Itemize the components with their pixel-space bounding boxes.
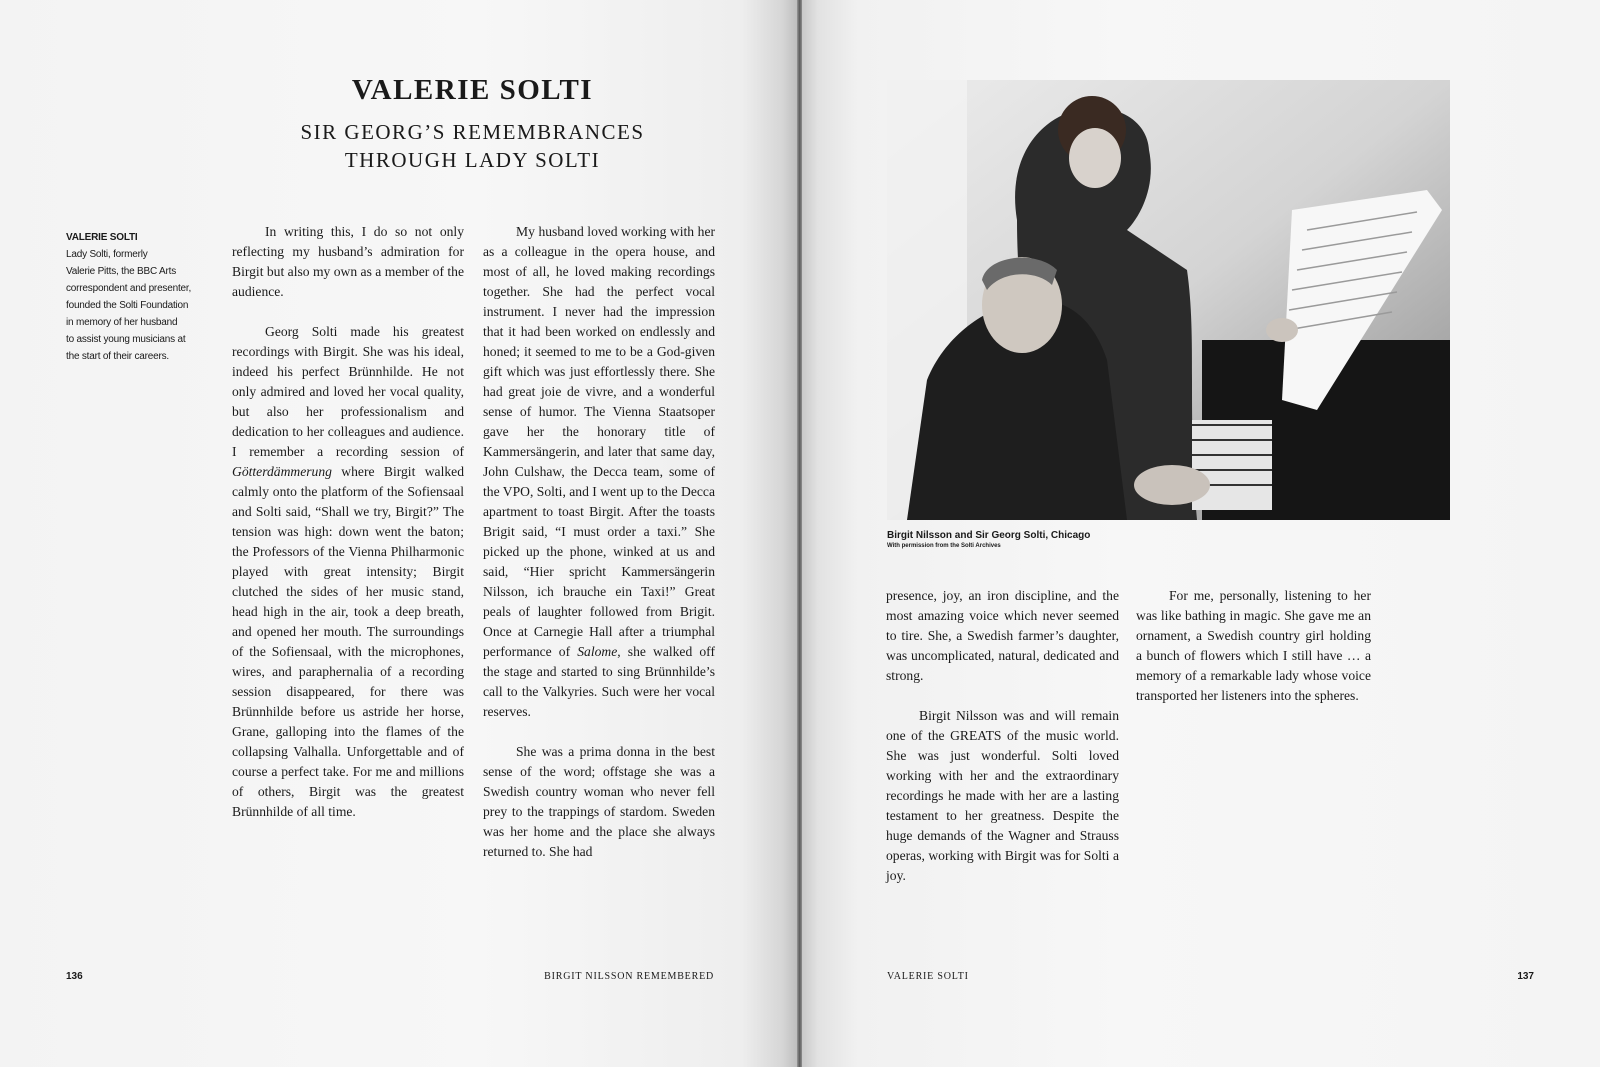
bio-line: Lady Solti, formerly [66, 249, 148, 260]
photo-nilsson-solti-piano [887, 80, 1450, 520]
paragraph: For me, personally, listening to her was like bathing in magic. She gave me an ornament, a Swedish country girl holding a bunch of flowers which I still have … a memory of a remarkable lady whose voice transported her listeners into the spheres. [1136, 588, 1371, 703]
paragraph: Birgit Nilsson was and will remain one of the GREATS of the music world. She was just wonderful. Solti loved working with her and the extraordinary recordings he made with her are a lasting testament to her greatness. Despite the huge demands of the Wagner and Strauss operas, working with Birgit was for Solti a joy. [886, 708, 1119, 883]
bio-line: correspondent and presenter, [66, 283, 192, 294]
photo-caption [887, 529, 1287, 550]
article-subtitle [230, 118, 715, 174]
photo-credit: With permission from the Solti Archives [887, 543, 1001, 549]
subtitle-line: THROUGH LADY SOLTI [344, 148, 601, 172]
body-column-2 [483, 222, 715, 862]
bio-line: to assist young musicians at [66, 334, 186, 345]
body-column-1 [232, 222, 464, 822]
paragraph [483, 222, 715, 722]
bio-line: the start of their careers. [66, 351, 169, 362]
author-bio-sidebar [66, 229, 216, 365]
paragraph: She was a prima donna in the best sense of the word; offstage she was a Swedish country woman who never fell prey to the trappings of stardom. Sweden was her home and the place she always returned to. She had [483, 744, 715, 859]
paragraph-text: , she walked off the stage and started to sing Brünnhilde’s call to the Valkyries. Such were her vocal reserves. [483, 644, 715, 719]
running-title: VALERIE SOLTI [887, 971, 969, 982]
bio-line: founded the Solti Foundation [66, 300, 189, 311]
paragraph-text: My husband loved working with her as a colleague in the opera house, and most of all, he loved making recordings together. She had the perfect vocal instrument. I never had the impression that it had been worked on endlessly and honed; it seemed to me to be a God-given gift which was just effortlessly there. She had great joie de vivre, and a wonderful sense of humor. The Vienna Staatsoper gave her the honorary title of Kammersängerin, and later that same day, John Culshaw, the Decca team, some of the VPO, Solti, and I went up to the Decca apartment to toast Birgit. After the toasts Brigit said, “I must order a taxi.” She picked up the phone, winked at us and said, “Hier spricht Kammersängerin Nilsson, ich brauche ein Taxi!” Great peals of laughter followed from Brigit. Once at Carnegie Hall after a triumphal performance of [483, 224, 715, 659]
author-name: VALERIE SOLTI [66, 232, 138, 243]
opera-title-italic: Salome [577, 644, 618, 659]
paragraph [232, 322, 464, 822]
article-header [230, 70, 715, 174]
left-page [0, 0, 798, 1067]
paragraph: presence, joy, an iron discipline, and the most amazing voice which never seemed to tire. She, a Swedish farmer’s daughter, was uncomplicated, natural, dedicated and strong. [886, 588, 1119, 683]
paragraph-text: where Birgit walked calmly onto the platform of the Sofiensaal and Solti said, “Shall we try, Birgit?” The tension was high: down went the baton; the Professors of the Vienna Philharmonic played with great intensity; Birgit clutched the sides of her music stand, head high in the air, took a deep breath, and opened her mouth. The surroundings of the Sofiensaal, with the microphones, wires, and paraphernalia of a recording session disappeared, for there was Brünnhilde before us astride her horse, Grane, galloping into the flames of the collapsing Valhalla. Unforgettable and of course a perfect take. For me and millions of others, Birgit was the greatest Brünnhilde of all time. [232, 464, 464, 819]
running-title: BIRGIT NILSSON REMEMBERED [544, 971, 714, 982]
article-title: VALERIE SOLTI [351, 74, 594, 106]
photo-illustration [887, 80, 1450, 520]
bio-line: in memory of her husband [66, 317, 178, 328]
bio-line: Valerie Pitts, the BBC Arts [66, 266, 177, 277]
caption-text: Birgit Nilsson and Sir Georg Solti, Chicago [887, 530, 1091, 541]
page-number: 137 [1517, 971, 1534, 982]
opera-title-italic: Götterdämmerung [232, 464, 332, 479]
paragraph: In writing this, I do so not only reflecting my husband’s admiration for Birgit but also my own as a member of the audience. [232, 224, 464, 299]
page-number: 136 [66, 971, 83, 982]
body-column-3 [886, 586, 1119, 886]
paragraph-text: Georg Solti made his greatest recordings with Birgit. She was his ideal, indeed his perfect Brünnhilde. He not only admired and loved her vocal quality, but also her professionalism and dedication to her colleagues and audience. I remember a recording session of [232, 324, 464, 459]
body-column-4 [1136, 586, 1371, 706]
subtitle-line: SIR GEORG’S REMEMBRANCES [300, 120, 645, 144]
